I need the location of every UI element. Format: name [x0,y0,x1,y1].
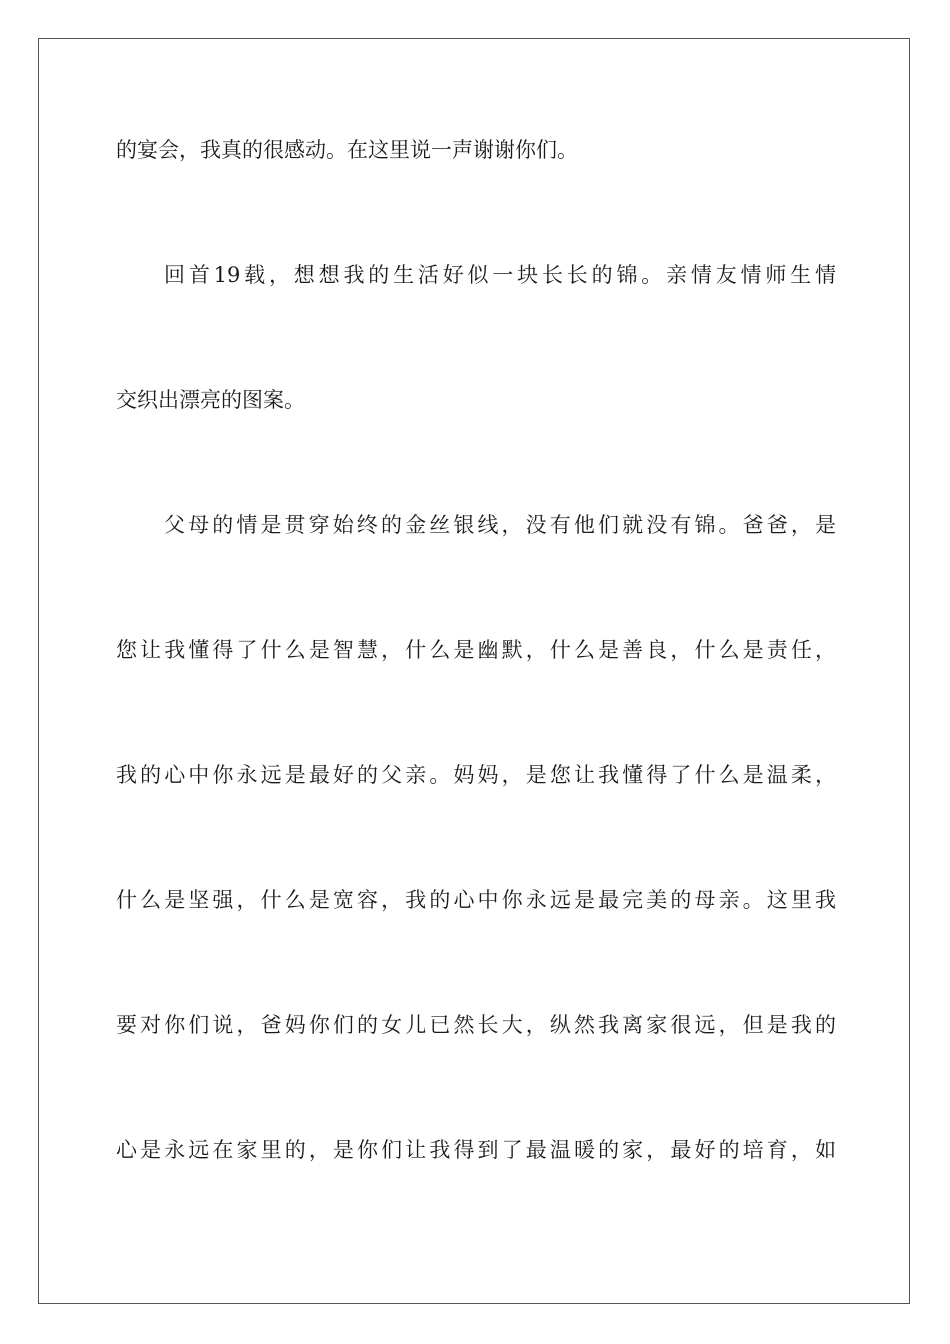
page-border [38,38,910,1304]
text-line-1: 的宴会，我真的很感动。在这里说一声谢谢你们。 [116,138,578,162]
text-line-5: 您让我懂得了什么是智慧，什么是幽默，什么是善良，什么是责任， [116,638,836,662]
text-line-9: 心是永远在家里的，是你们让我得到了最温暖的家，最好的培育，如 [116,1138,836,1162]
text-line-6: 我的心中你永远是最好的父亲。妈妈，是您让我懂得了什么是温柔， [116,763,836,787]
text-line-2: 回首19载，想想我的生活好似一块长长的锦。亲情友情师生情 [164,263,836,287]
text-line-3: 交织出漂亮的图案。 [116,388,305,412]
text-line-7: 什么是坚强，什么是宽容，我的心中你永远是最完美的母亲。这里我 [116,888,836,912]
text-line-4: 父母的情是贯穿始终的金丝银线，没有他们就没有锦。爸爸，是 [164,513,836,537]
text-line-8: 要对你们说，爸妈你们的女儿已然长大，纵然我离家很远，但是我的 [116,1013,836,1037]
